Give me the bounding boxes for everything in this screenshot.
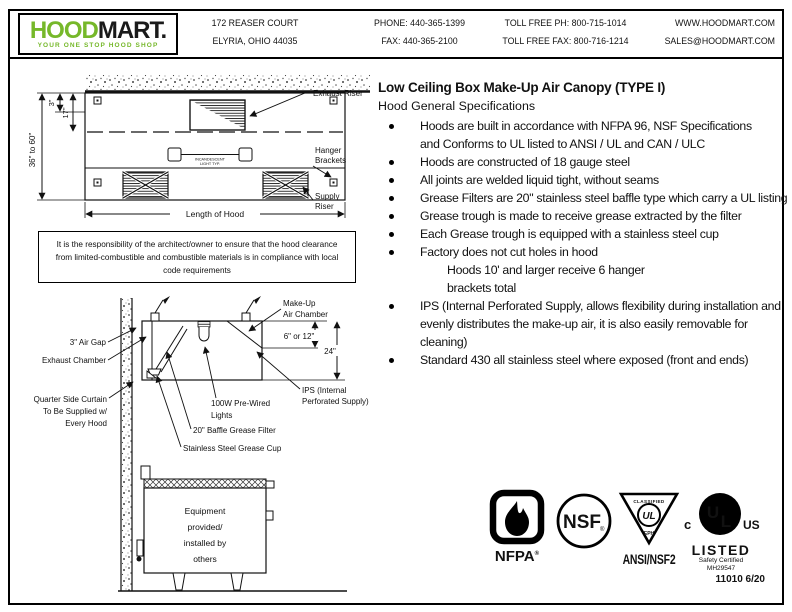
nsf-circle-icon: [555, 492, 613, 550]
spec-bullet-list: [378, 117, 790, 369]
nfpa-label: NFPA®: [494, 548, 540, 565]
dim-width-label: 36" to 60": [28, 132, 37, 168]
safety-certified-label: Safety Certified: [698, 557, 744, 564]
svg-text:c: c: [684, 517, 692, 532]
hanger-brackets-label2: Brackets: [315, 156, 347, 165]
equipment-label4: others: [193, 554, 217, 564]
light-cap: [198, 321, 210, 327]
header-phone: [352, 14, 487, 50]
equipment-label1: Equipment: [184, 506, 226, 516]
phone-line: PHONE: 440-365-1399: [374, 18, 465, 28]
ips-label1: IPS (Internal: [302, 386, 347, 395]
certification-number: MH29547: [706, 565, 736, 572]
svg-text:UL: UL: [642, 511, 656, 522]
ul-listed-logo: [682, 489, 760, 573]
spec-subtitle: Hood General Specifications: [378, 99, 536, 113]
website-line: WWW.HOODMART.COM: [674, 18, 775, 28]
equipment-label2: provided/: [187, 522, 223, 532]
lights-label1: 100W Pre-Wired: [211, 399, 271, 408]
svg-text:US: US: [743, 518, 760, 532]
ansi-nsf2-label: ANSI/NSF2: [622, 552, 676, 568]
supply-riser-label1: Supply: [315, 192, 340, 201]
svg-text:EPH: EPH: [643, 531, 655, 537]
header-divider: [8, 57, 784, 59]
hood-section: [142, 296, 262, 380]
lights-label2: Lights: [211, 411, 233, 420]
dim-3-label: 3": [47, 99, 56, 107]
side-view-diagram: [15, 290, 380, 602]
light-label-line1: INCANDESCENT: [195, 157, 225, 162]
cul-us-icon: [682, 489, 760, 539]
dim-24-label: 24": [324, 347, 336, 356]
fax-line: FAX: 440-365-2100: [381, 36, 458, 46]
ips-leader: [257, 352, 300, 389]
grease-cup-label: Stainless Steel Grease Cup: [183, 444, 282, 453]
spec-bullet: Factory does not cut holes in hood Hoods 10' and larger receive 6 hanger brackets total: [378, 243, 790, 297]
tollfree-fax-line: TOLL FREE FAX: 800-716-1214: [502, 36, 629, 46]
equipment-label3: installed by: [183, 538, 227, 548]
spec-bullet-note: Hoods 10' and larger receive 6 hanger brackets total: [447, 263, 645, 295]
spec-bullet: Hoods are constructed of 18 gauge steel: [378, 153, 790, 171]
logo-hood: HOOD: [29, 17, 98, 44]
ceiling-wall-hatch: [85, 75, 370, 90]
side-dims: [262, 321, 345, 380]
dim-6-12-label: 6" or 12": [283, 332, 315, 341]
spec-bullet: Grease trough is made to receive grease extracted by the filter: [378, 207, 790, 225]
dim-17in: [61, 94, 73, 131]
makeup-air-label1: Make-Up: [283, 299, 316, 308]
document-number: 11010 6/20: [715, 574, 765, 585]
hanger-brackets-label1: Hanger: [315, 146, 342, 155]
air-gap-label: 3" Air Gap: [69, 338, 106, 347]
svg-text:CLASSIFIED: CLASSIFIED: [633, 499, 665, 504]
spec-bullet: Standard 430 all stainless steel where exposed (front and ends): [378, 351, 780, 369]
supply-riser-left: [123, 172, 168, 198]
ips-label2: Perforated Supply): [302, 397, 369, 406]
tollfree-phone-line: TOLL FREE PH: 800-715-1014: [504, 18, 627, 28]
plan-view-diagram: [10, 66, 375, 226]
listed-label: LISTED: [691, 542, 751, 558]
equipment-drawing: [137, 466, 275, 590]
nfpa-logo: [486, 489, 548, 565]
supply-riser-right: [263, 172, 308, 198]
dim-length-label: Length of Hood: [185, 209, 245, 219]
svg-text:®: ®: [600, 527, 605, 533]
supply-riser-label2: Riser: [315, 202, 334, 211]
light-bulb: [199, 327, 209, 341]
email-line: SALES@HOODMART.COM: [664, 36, 775, 46]
spec-bullet: Each Grease trough is equipped with a stainless steel cup: [378, 225, 790, 243]
exhaust-chamber-label: Exhaust Chamber: [41, 356, 106, 365]
spec-bullet: IPS (Internal Perforated Supply, allows flexibility during installation and evenly distributes the make-up air, it is also easily removable for cleaning): [378, 297, 790, 351]
page-title: Low Ceiling Box Make-Up Air Canopy (TYPE I): [378, 80, 666, 95]
dim-hood-width: [28, 93, 85, 200]
wall-hatch: [121, 298, 132, 591]
ul-classified-logo: [616, 487, 682, 566]
address-line2: ELYRIA, OHIO 44035: [212, 36, 298, 46]
svg-text:L: L: [720, 512, 732, 531]
exhaust-riser-label: Exhaust Riser: [313, 89, 363, 98]
header-tollfree: [488, 14, 643, 50]
clearance-notice: [38, 231, 356, 283]
svg-text:NSF: NSF: [563, 512, 601, 533]
ul-classified-triangle-icon: [616, 487, 682, 549]
spec-bullet: Grease Filters are 20" stainless steel baffle type which carry a UL listing: [378, 189, 790, 207]
dim-17-label: 17": [61, 107, 70, 119]
equipment-knob: [266, 511, 273, 520]
makeup-air-leader: [249, 309, 281, 331]
side-curtain-label1: Quarter Side Curtain: [33, 395, 107, 404]
svg-text:U: U: [706, 503, 720, 522]
logo-wordmark: [20, 18, 176, 43]
header-web: [630, 14, 775, 50]
side-curtain-label2: To Be Supplied w/: [42, 407, 107, 416]
spec-bullet: All joints are welded liquid tight, without seams: [378, 171, 790, 189]
side-curtain-label3: Every Hood: [65, 419, 107, 428]
clearance-notice-text: It is the responsibility of the architect/owner to ensure that the hood clearance from limited-combustible and combustible materials is in compliance with local code requirements: [55, 239, 339, 275]
light-label-line2: LIGHT TYP.: [199, 162, 221, 166]
makeup-air-label2: Air Chamber: [283, 310, 328, 319]
spec-bullet: Hoods are built in accordance with NFPA 96, NSF Specifications and Conforms to UL listed to ANSI / UL and CAN / ULC: [378, 117, 765, 153]
dim-length-of-hood: [85, 202, 345, 220]
hoodmart-logo: [18, 13, 178, 55]
address-line1: 172 REASER COURT: [211, 18, 299, 28]
baffle-filter-label: 20" Baffle Grease Filter: [193, 426, 276, 435]
logo-tagline: YOUR ONE STOP HOOD SHOP: [37, 42, 159, 49]
logo-mart: MART.: [97, 17, 167, 44]
exhaust-riser-shape: [190, 100, 245, 130]
nfpa-flame-icon: [488, 489, 546, 545]
header-address: [185, 14, 325, 50]
nsf-logo: [555, 492, 613, 555]
